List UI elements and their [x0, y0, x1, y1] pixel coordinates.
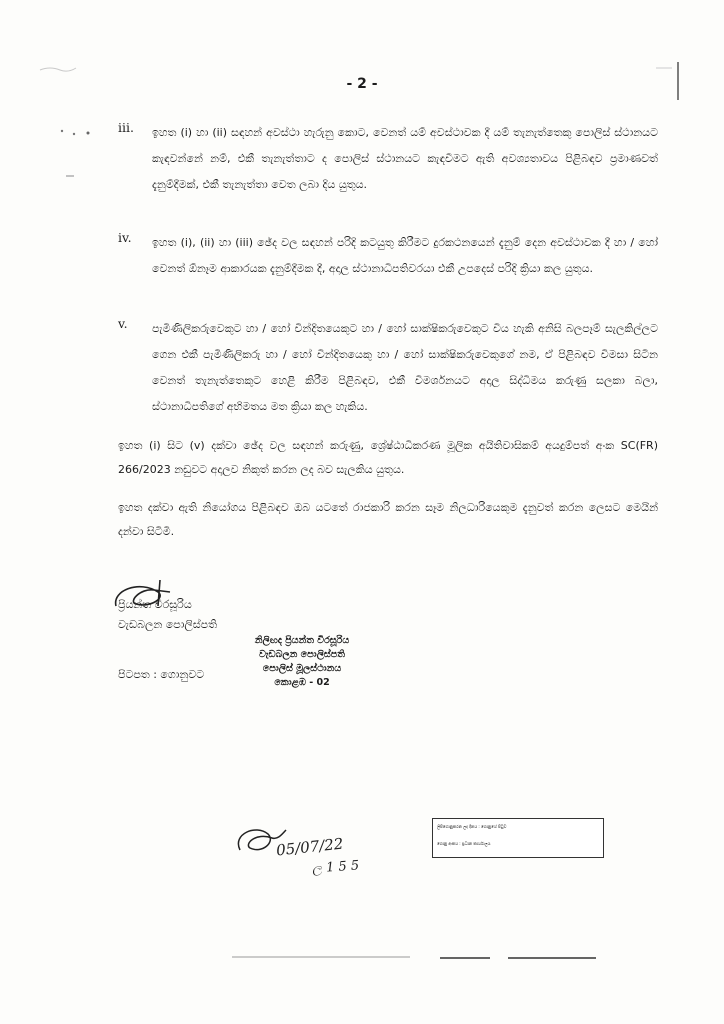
closing-paragraph-instruction: ඉහත දක්වා ඇති නියෝගය පිළිබඳව ඔබ යටතේ රාජකාරි කරන සෑම නිලධාරියෙකුම දැනුවත් කරන ලෙසට මෙයින් දන්වා සිටිමි.	[118, 501, 658, 538]
list-item-text: ඉහත (i) හා (ii) සඳහන් අවස්ථා හැරුනු කොට, වෙනත් යම් අවස්ථාවක දී යම් තැනැත්තෙකු පොලිස් ස්ථානයට කැඳවන්නේ නම්, එකී තැනැත්තාට ද පොලිස් ස්ථානයට කැඳවීමට ඇති අවශ්‍යතාවය පිළිබඳව ප්‍රමාණවත් දැනුම්දීමක්, එකී තැනැත්තා වෙත ලබා දිය යුතුය.	[152, 126, 658, 191]
list-item-text: පැමිණිලිකරුවෙකුට හා / හෝ වින්දිතයෙකුට හා / හෝ සාක්ෂිකරුවෙකුට විය හැකි අනිසි බලපෑම් සැලකිල්ලට ගෙන එකී පැමිණිලිකරු හා / හෝ වින්දිතයෙකු හා / හෝ සාක්ෂිකරුවෙකුගේ නම, ඒ පිළිබඳව විමසා සිටින වෙනත් තැනැත්තෙකුට හෙළි කිරීම පිළිබඳව, එකී විමර්ශනයට අදාල සිද්ධිමය කරුණු සලකා බලා, ස්ථානාධිපතිගේ අභිමතය මත ක්‍රියා කල හැකිය.	[152, 322, 658, 413]
list-item-number: v.	[118, 316, 128, 331]
closing-paragraph-reference: ඉහත (i) සිට (v) දක්වා ඡේද වල සඳහන් කරුණු, ශ්‍රේෂ්ඨාධිකරණ මූලික අයිතිවාසිකම් අයදුම්පත් අංක SC(FR) 266/2023 නඩුවට අදාලව නිකුත් කරන ලද බව සැලකිය යුතුය.	[118, 439, 658, 476]
copy-to: පිටපත : ගොනුවට	[118, 668, 205, 681]
received-box-line: ලිපිගොනුකරන ලද දිනය : ගොනුයේ පිටුව	[437, 824, 507, 829]
signatory-name: ප්‍රියන්ත වීරසූරිය	[118, 598, 192, 611]
list-item-number: iii.	[118, 120, 134, 135]
received-box-line: ගොනු අංකය : ප්‍රධාන කාර්යාලය	[437, 841, 491, 846]
stamp-line: වැඩබලන පොලිස්පති	[259, 649, 345, 660]
signatory-title: වැඩබලන පොලිස්පති	[118, 618, 218, 631]
stamp-line: කොළඹ - 02	[274, 677, 330, 688]
handwritten-date: 05/07/22	[275, 834, 345, 860]
stamp-line: නිලිඟද ප්‍රියන්ත වීරසූරිය	[254, 635, 350, 646]
stamp-line: පොලිස් මූලස්ථානය	[262, 663, 342, 674]
page-number: - 2 -	[346, 76, 378, 92]
list-item-number: iv.	[118, 230, 132, 245]
list-item-text: ඉහත (i), (ii) හා (iii) ඡේද වල සඳහන් පරිදි කටයුතු කිරීමට දුරකථනයෙන් දැනුම් දෙන අවස්ථාවක දී හා / හෝ වෙනත් ඕනෑම ආකාරයක දැනුම්දීමක දී, අදාල ස්ථානාධිපතිවරයා එකී උපදෙස් පරිදි ක්‍රියා කල යුතුය.	[152, 236, 658, 275]
handwritten-number: ල 1 5 5	[311, 858, 360, 877]
